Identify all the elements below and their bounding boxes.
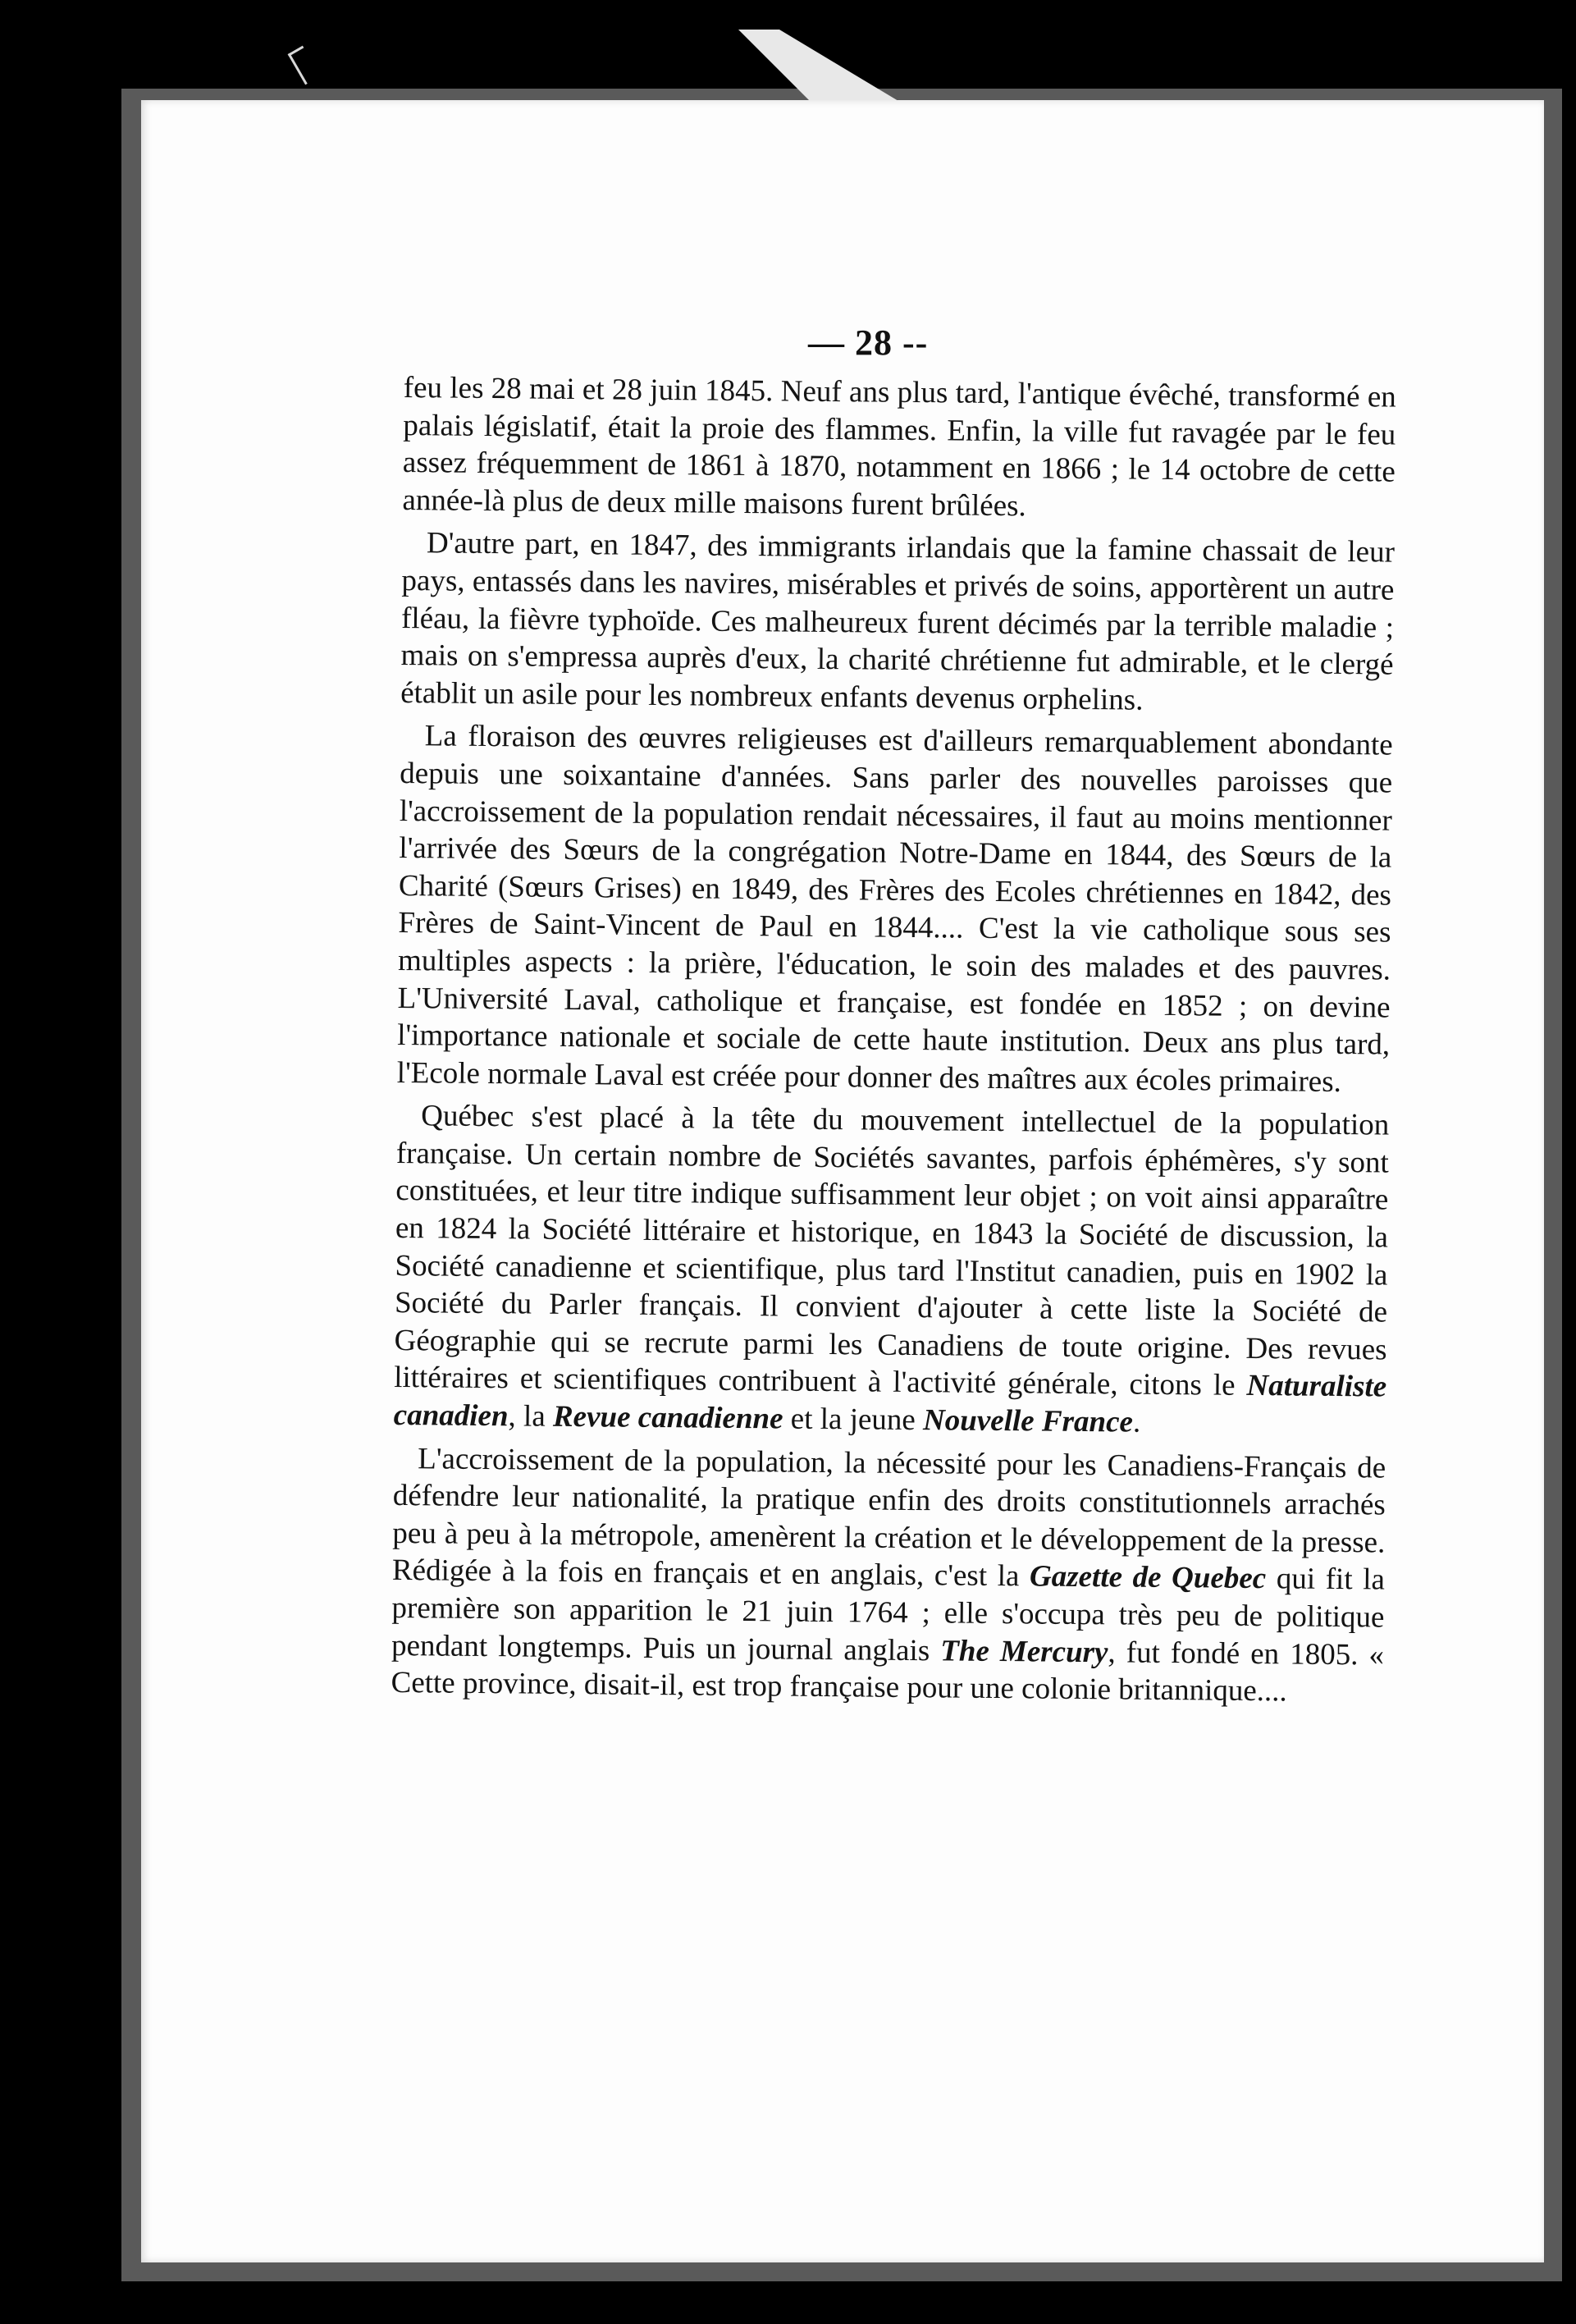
paragraph: [400, 524, 1395, 721]
text-run: qui fit la première son apparition le 21 juin 1764 ; elle s'occupa très peu de politique pendant longtemps. Puis un journal anglais: [391, 1562, 1386, 1668]
italic-title: Nouvelle France: [922, 1403, 1134, 1439]
text-run: .: [1132, 1405, 1141, 1439]
paragraph: [391, 1440, 1386, 1712]
italic-title: Gazette de Quebec: [1029, 1559, 1267, 1596]
text-run: , la: [508, 1399, 554, 1434]
text-run: , fut fondé en 1805. « Cette province, disait-il, est trop française pour une colonie britannique....: [391, 1635, 1385, 1709]
paragraph: [402, 369, 1396, 528]
text-run: feu les 28 mai et 28 juin 1845. Neuf ans plus tard, l'antique évêché, transformé en palais législatif, était la proie des flammes. Enfin, la ville fut ravagée par le feu assez fréquemment de 1861 à 1870, notamment en 1866 ; le 14 octobre de cette année-là plus de deux mille maisons furent brûlées.: [402, 370, 1396, 524]
page-number: — 28 --: [808, 323, 929, 363]
scan-corner-mark: [288, 46, 321, 85]
text-run: L'accroissement de la population, la nécessité pour les Canadiens-Français de défendre leur nationalité, la pratique enfin des droits constitutionnels arrachés peu à peu à la métropole, amenèrent la création et le développement de la presse. Rédigée à la fois en français et en anglais, c'est la: [391, 1441, 1386, 1594]
text-run: Québec s'est placé à la tête du mouvement intellectuel de la population française. Un certain nombre de Sociétés savantes, parfois éphémères, s'y sont constituées, et leur titre indique suffisamment leur objet ; on voit ainsi apparaître en 1824 la Société littéraire et historique, en 1843 la Société de discussion, la Société canadienne et scientifique, plus tard l'Institut canadien, puis en 1902 la Société du Parler français. Il convient d'ajouter à cette liste la Société de Géographie qui se recrute parmi les Canadiens de toute origine. Des revues littéraires et scientifiques contribuent à l'activité générale, citons le: [394, 1099, 1390, 1403]
paragraph: [394, 1097, 1390, 1443]
text-run: D'autre part, en 1847, des immigrants irlandais que la famine chassait de leur pays, entassés dans les navires, misérables et privés de soins, apportèrent un autre fléau, la fièvre typhoïde. Ces malheureux furent décimés par la terrible maladie ; mais on s'empressa auprès d'eux, la charité chrétienne fut admirable, et le clergé établit un asile pour les nombreux enfants devenus orphelins.: [400, 526, 1396, 717]
italic-title: Naturaliste canadien: [393, 1369, 1387, 1434]
italic-title: Revue canadienne: [552, 1399, 783, 1436]
text-run: et la jeune: [783, 1402, 924, 1438]
paragraph: [397, 717, 1393, 1101]
text-run: La floraison des œuvres religieuses est d'ailleurs remarquablement abondante depuis une soixantaine d'années. Sans parler des nouvelles paroisses que l'accroissement de la population rendait nécessaires, il faut au moins mentionner l'arrivée des Sœurs de la congrégation Notre-Dame en 1844, des Sœurs de la Charité (Sœurs Grises) en 1849, des Frères des Ecoles chrétiennes en 1842, des Frères de Saint-Vincent de Paul en 1844.... C'est la vie catholique sous ses multiples aspects : la prière, l'éducation, le soin des malades et des pauvres. L'Université Laval, catholique et française, est fondée en 1852 ; on devine l'importance nationale et sociale de cette haute institution. Deux ans plus tard, l'Ecole normale Laval est créée pour donner des maîtres aux écoles primaires.: [396, 719, 1393, 1099]
body-text: [391, 369, 1396, 1711]
italic-title: The Mercury: [940, 1633, 1108, 1669]
